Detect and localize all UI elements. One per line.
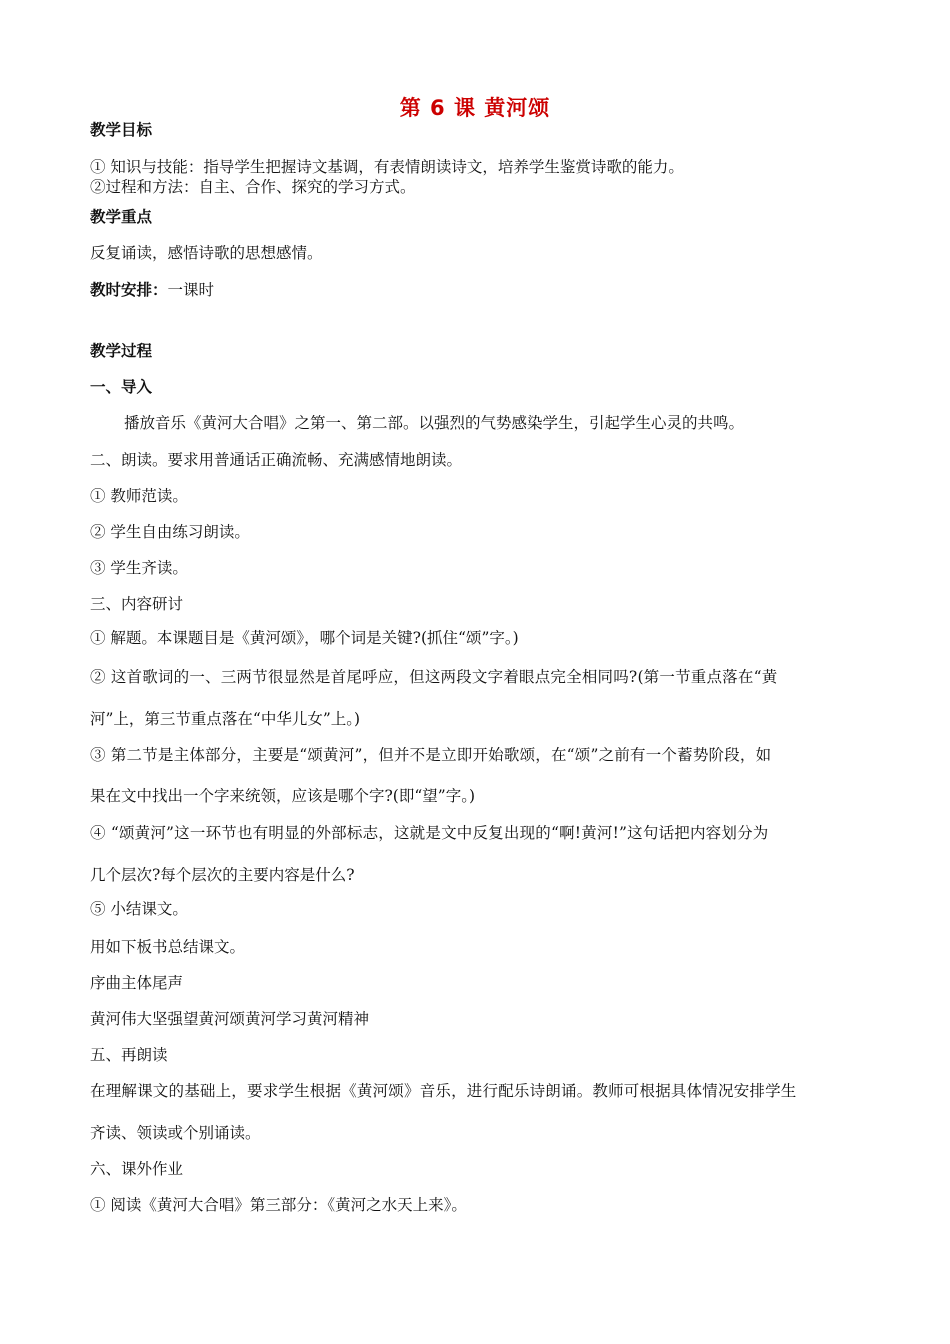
focus-text: 反复诵读，感悟诗歌的思想感情。	[90, 244, 323, 262]
section-5-text-line-2: 齐读、领读或个别诵读。	[90, 1124, 261, 1142]
section-3-item-1: ① 解题。本课题目是《黄河颂》，哪个词是关键?(抓住“颂”字。)	[90, 629, 519, 647]
schedule-value: 一课时	[167, 281, 215, 299]
schedule-line	[90, 280, 865, 300]
section-2-heading: 二、朗读。要求用普通话正确流畅、充满感情地朗读。	[90, 451, 463, 469]
board-line-2: 黄河伟大坚强望黄河颂黄河学习黄河精神	[90, 1010, 370, 1028]
section-3-item-3-line-1: ③ 第二节是主体部分，主要是“颂黄河”，但并不是立即开始歌颂，在“颂”之前有一个蓄势阶段，如	[90, 746, 772, 764]
section-3-item-4-line-1: ④ “颂黄河”这一环节也有明显的外部标志，这就是文中反复出现的“啊!黄河!”这句话把内容划分为	[90, 824, 769, 842]
goal-item-2: ②过程和方法：自主、合作、探究的学习方式。	[90, 178, 416, 196]
section-1-text: 播放音乐《黄河大合唱》之第一、第二部。以强烈的气势感染学生，引起学生心灵的共鸣。	[124, 414, 745, 432]
section-3-item-2-line-2: 河”上，第三节重点落在“中华儿女”上。)	[90, 710, 361, 728]
section-6-heading: 六、课外作业	[90, 1160, 184, 1178]
schedule-label: 教时安排：	[90, 281, 168, 299]
section-5-heading: 五、再朗读	[90, 1046, 168, 1064]
goal-item-1: ① 知识与技能：指导学生把握诗文基调，有表情朗读诗文，培养学生鉴赏诗歌的能力。	[90, 158, 684, 176]
section-3-item-2-line-1: ② 这首歌词的一、三两节很显然是首尾呼应，但这两段文字着眼点完全相同吗?(第一节重点落在“黄	[90, 668, 778, 686]
section-2-item-2: ② 学生自由练习朗读。	[90, 523, 250, 541]
section-5-text-line-1: 在理解课文的基础上，要求学生根据《黄河颂》音乐，进行配乐诗朗诵。教师可根据具体情况安排学生	[90, 1082, 797, 1100]
focus-heading: 教学重点	[90, 208, 153, 226]
section-6-item-1: ① 阅读《黄河大合唱》第三部分：《黄河之水天上来》。	[90, 1196, 467, 1214]
board-line-1: 序曲主体尾声	[90, 974, 184, 992]
page-title: 第 6 课 黄河颂	[399, 96, 551, 120]
section-2-item-3: ③ 学生齐读。	[90, 559, 188, 577]
section-3-item-3-line-2: 果在文中找出一个字来统领，应该是哪个字?(即“望”字。)	[90, 787, 476, 805]
process-heading: 教学过程	[90, 342, 153, 360]
section-1-heading: 一、导入	[90, 378, 153, 396]
board-intro: 用如下板书总结课文。	[90, 938, 246, 956]
goals-heading: 教学目标	[90, 121, 153, 139]
section-2-item-1: ① 教师范读。	[90, 487, 188, 505]
section-3-item-5: ⑤ 小结课文。	[90, 900, 188, 918]
section-3-item-4-line-2: 几个层次?每个层次的主要内容是什么?	[90, 866, 355, 884]
section-3-heading: 三、内容研讨	[90, 595, 184, 613]
